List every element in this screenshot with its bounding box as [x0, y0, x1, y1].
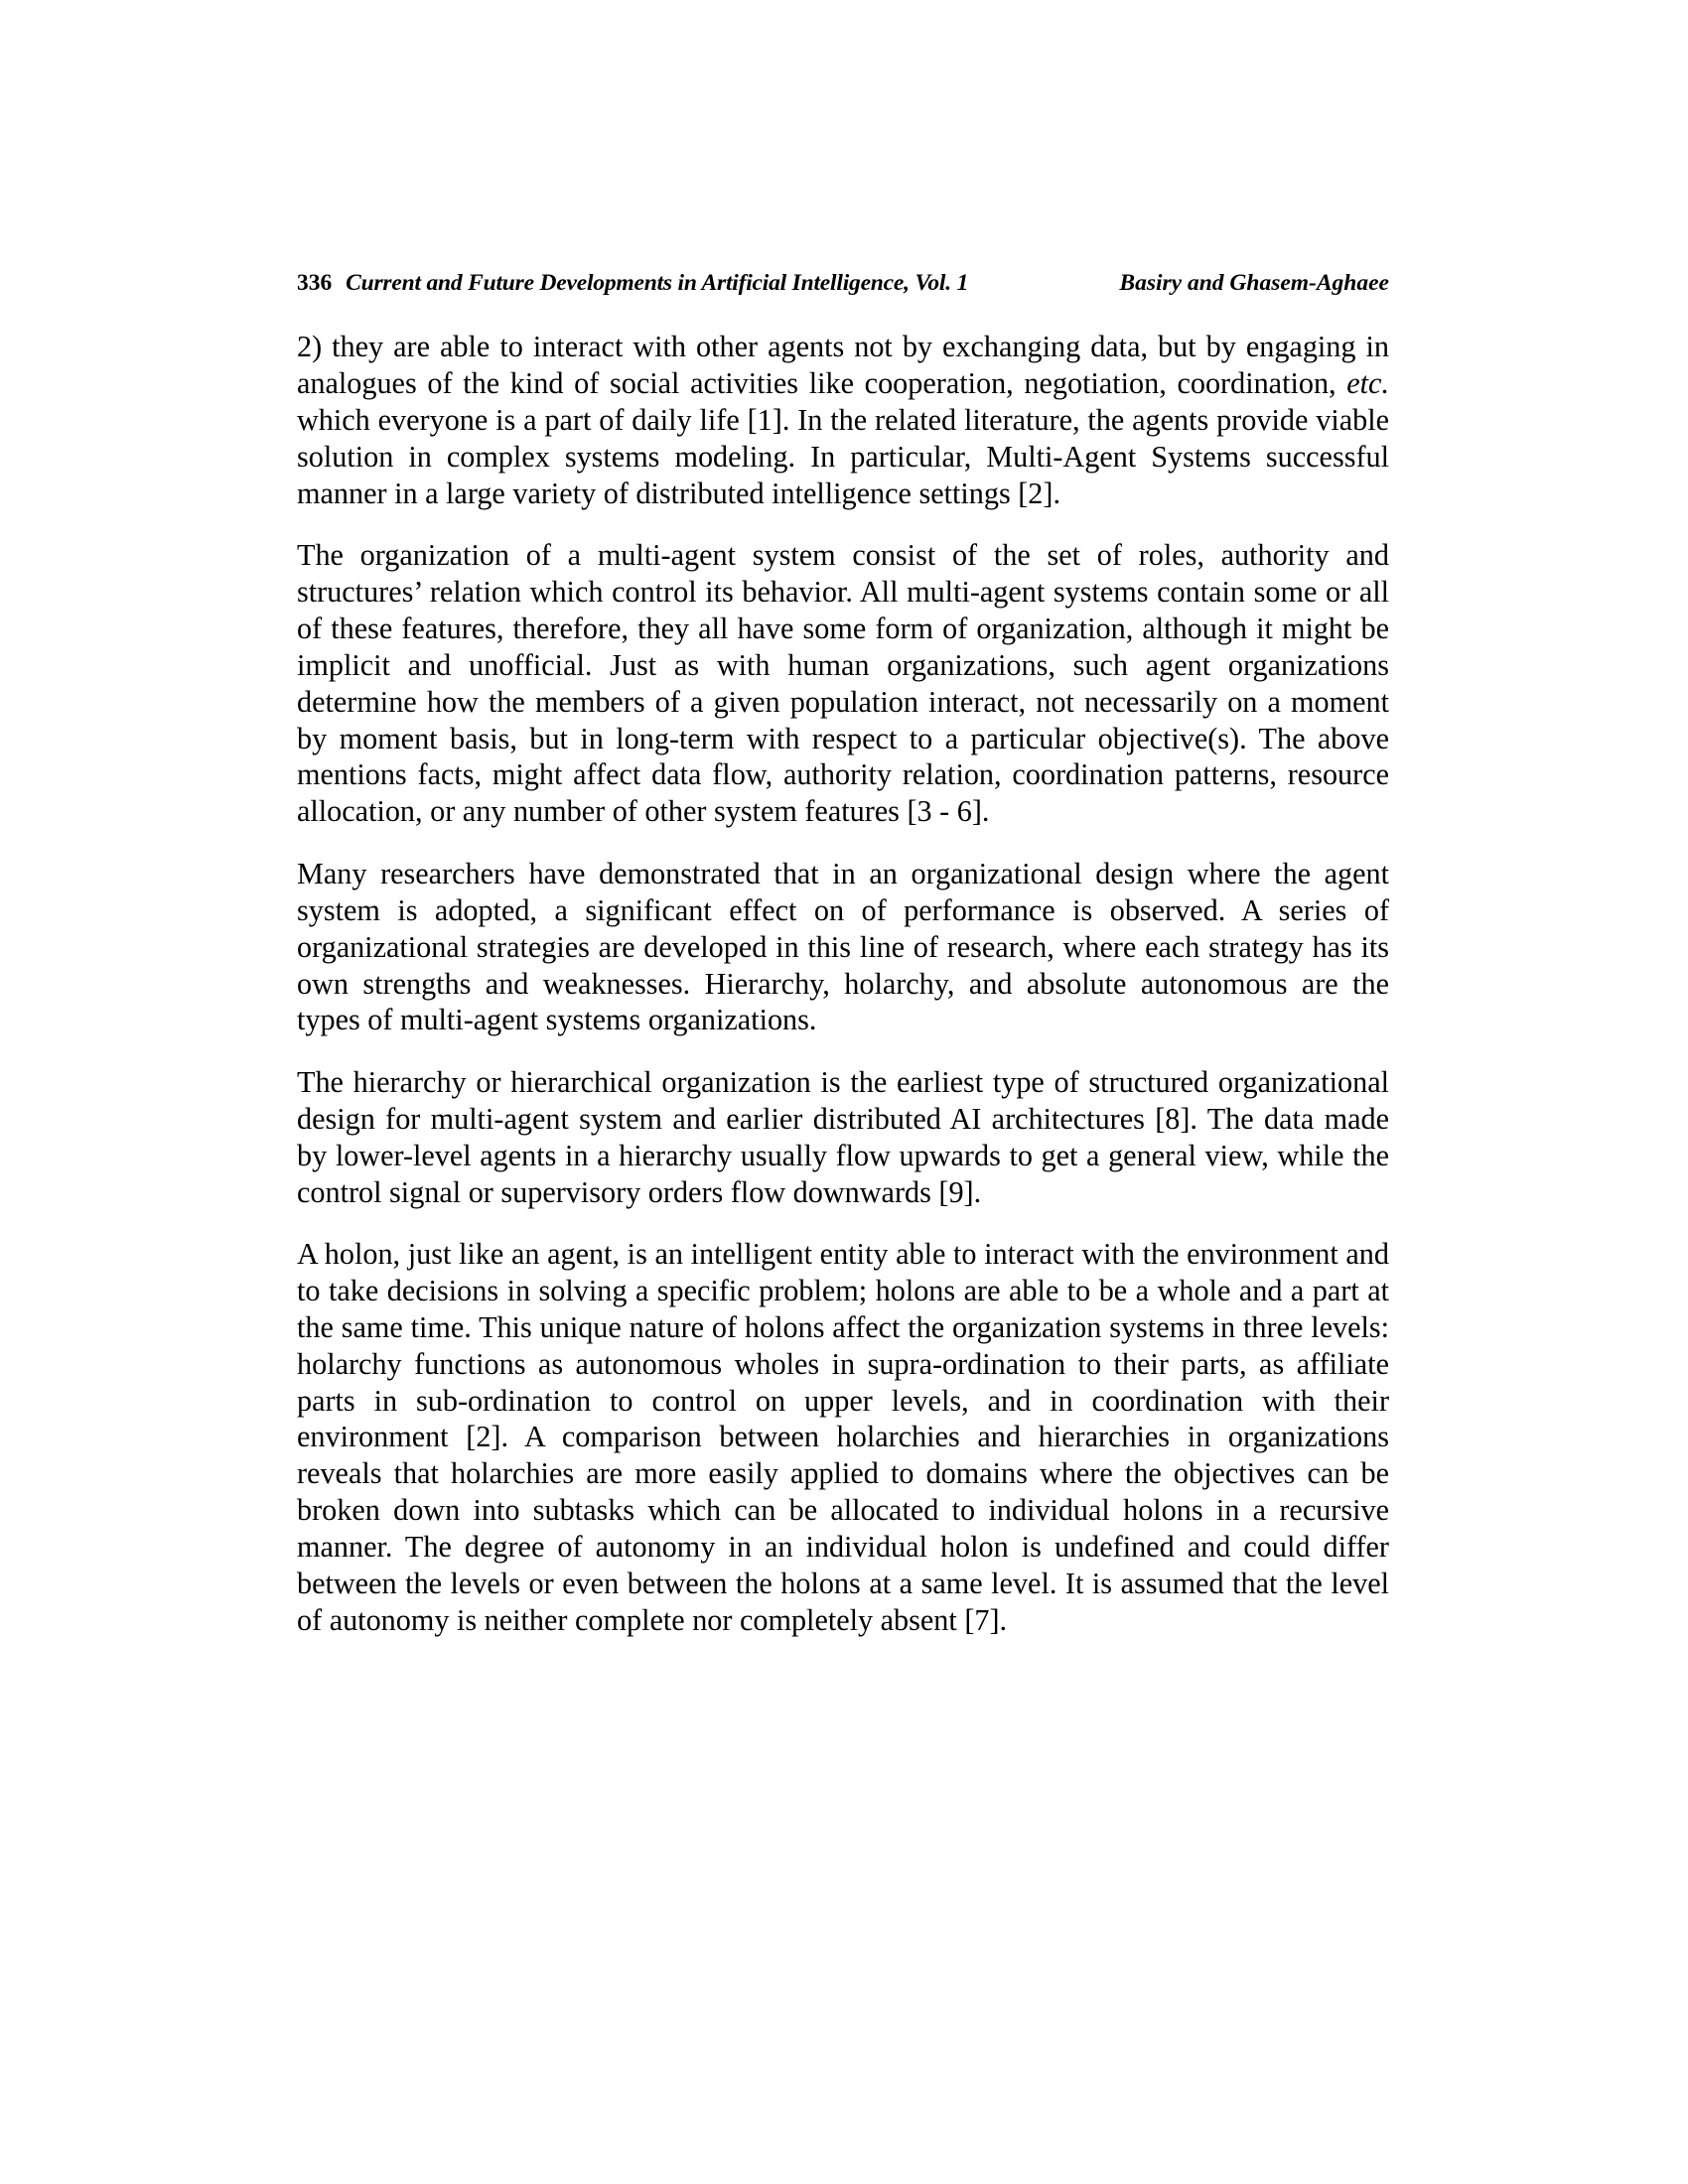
paragraph-text: which everyone is a part of daily life [1]. In the related literature, the agents provide viable solution in complex systems modeling. In particular, Multi-Agent Systems successful manner in a large variety of distributed intelligence settings [2]. [297, 402, 1389, 510]
paragraph-text: The organization of a multi-agent system consist of the set of roles, authority and structures’ relation which control its behavior. All multi-agent systems contain some or all of these features, therefore, they all have some form of organization, although it might be implicit and unofficial. Just as with human organizations, such agent organizations determine how the members of a given population interact, not necessarily on a moment by moment basis, but in long-term with respect to a particular objective(s). The above mentions facts, might affect data flow, authority relation, coordination patterns, resource allocation, or any number of other system features [3 - 6]. [297, 538, 1389, 829]
running-header [297, 269, 1389, 297]
paragraph-5 [297, 1236, 1389, 1639]
authors: Basiry and Ghasem-Aghaee [1119, 270, 1389, 296]
paragraph-text: Many researchers have demonstrated that in an organizational design where the agent system is adopted, a significant effect on of performance is observed. A series of organizational strategies are developed in this line of research, where each strategy has its own strengths and weaknesses. Hierarchy, holarchy, and absolute autonomous are the types of multi-agent systems organizations. [297, 856, 1389, 1037]
body-text [297, 329, 1389, 1664]
paragraph-text: A holon, just like an agent, is an intelligent entity able to interact with the environment and to take decisions in solving a specific problem; holons are able to be a whole and a part at the same time. This unique nature of holons affect the organization systems in three levels: holarchy functions as autonomous wholes in supra-ordination to their parts, as affiliate parts in sub-ordination to control on upper levels, and in coordination with their environment [2]. A comparison between holarchies and hierarchies in organizations reveals that holarchies are more easily applied to domains where the objectives can be broken down into subtasks which can be allocated to individual holons in a recursive manner. The degree of autonomy in an individual holon is undefined and could differ between the levels or even between the holons at a same level. It is assumed that the level of autonomy is neither complete nor completely absent [7]. [297, 1236, 1389, 1637]
paragraph-text: 2) they are able to interact with other agents not by exchanging data, but by engaging in analogues of the kind of social activities like cooperation, negotiation, coordination, [297, 330, 1389, 400]
page-number: 336 [297, 270, 333, 296]
book-title: Current and Future Developments in Artificial Intelligence, Vol. 1 [346, 270, 969, 296]
paragraph-2 [297, 537, 1389, 830]
paragraph-4 [297, 1064, 1389, 1211]
paragraph-text: The hierarchy or hierarchical organization is the earliest type of structured organizational design for multi-agent system and earlier distributed AI architectures [8]. The data made by lower-level agents in a hierarchy usually flow upwards to get a general view, while the control signal or supervisory orders flow downwards [9]. [297, 1064, 1389, 1209]
paragraph-text-italic: etc. [1346, 365, 1389, 400]
paragraph-1 [297, 329, 1389, 512]
paragraph-3 [297, 856, 1389, 1039]
